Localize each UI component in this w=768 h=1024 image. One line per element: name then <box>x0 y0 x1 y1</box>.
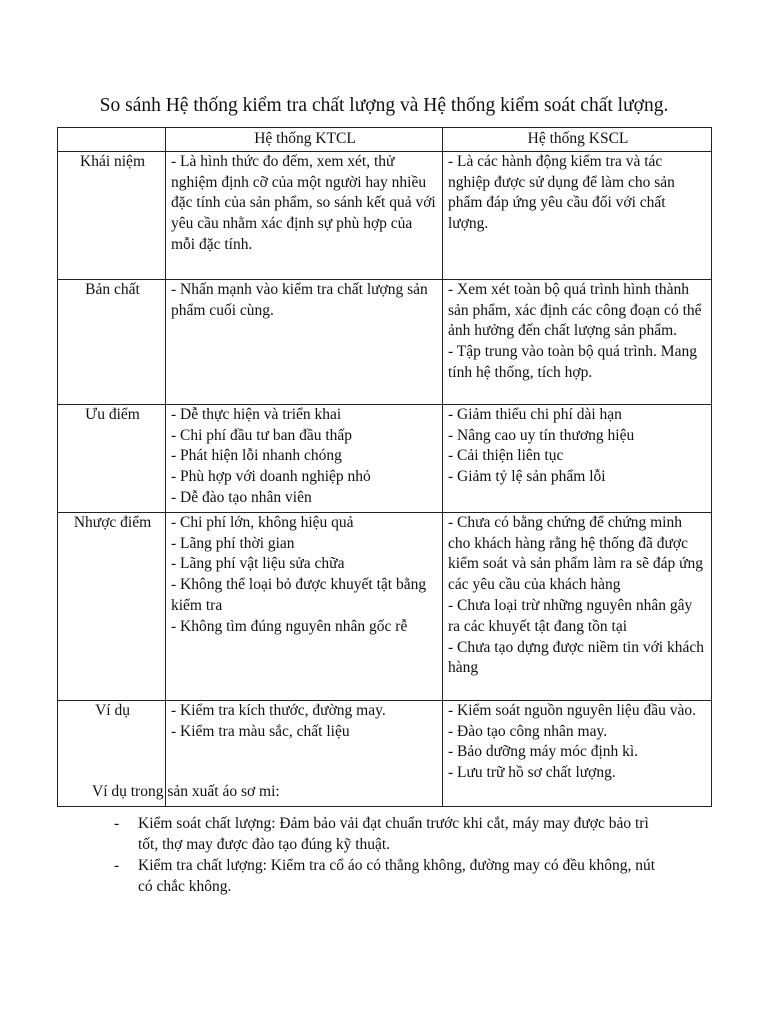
list-item-text: Kiểm tra chất lượng: Kiểm tra cổ áo có thẳng không, đường may có đều không, nút có chắc không. <box>138 857 656 895</box>
row-criterion: Khái niệm <box>58 151 166 279</box>
ktcl-cell <box>166 279 443 404</box>
cell-line: - Giảm thiểu chi phí dài hạn <box>448 405 622 423</box>
row-criterion: Ví dụ <box>58 700 166 806</box>
list-item-text: Kiểm soát chất lượng: Đảm bảo vải đạt chuẩn trước khi cắt, máy may được bảo trì tốt, thợ may được đào tạo đúng kỹ thuật. <box>138 815 649 853</box>
row-criterion: Nhược điểm <box>58 512 166 700</box>
cell-line: - Cải thiện liên tục <box>448 447 564 465</box>
cell-line: - Không tìm đúng nguyên nhân gốc rễ <box>171 617 408 635</box>
example-heading: Ví dụ trong sản xuất áo sơ mi: <box>92 783 280 800</box>
list-dash: - <box>114 815 120 832</box>
kscl-cell <box>443 151 712 279</box>
cell-line: - Tập trung vào toàn bộ quá trình. Mang tính hệ thống, tích hợp. <box>448 343 697 381</box>
cell-line: - Giảm tỷ lệ sản phẩm lỗi <box>448 468 606 486</box>
kscl-cell <box>443 512 712 700</box>
table-row <box>58 279 712 404</box>
table-row <box>58 512 712 700</box>
header-empty <box>58 128 166 152</box>
table-row <box>58 404 712 512</box>
row-criterion: Ưu điểm <box>58 404 166 512</box>
ktcl-cell <box>166 512 443 700</box>
cell-line: - Xem xét toàn bộ quá trình hình thành sản phẩm, xác định các công đoạn có thể ảnh hưởng đến chất lượng sản phẩm. <box>448 280 702 340</box>
cell-line: - Kiểm tra kích thước, đường may. <box>171 701 386 719</box>
cell-line: - Lãng phí vật liệu sửa chữa <box>171 555 345 573</box>
example-list <box>0 813 768 897</box>
header-ktcl: Hệ thống KTCL <box>166 128 443 152</box>
cell-line: - Nhấn mạnh vào kiểm tra chất lượng sản phẩm cuối cùng. <box>171 280 428 319</box>
cell-line: - Đào tạo công nhân may. <box>448 722 608 740</box>
document-title: So sánh Hệ thống kiểm tra chất lượng và Hệ thống kiểm soát chất lượng. <box>99 95 669 116</box>
cell-line: - Lãng phí thời gian <box>171 534 295 552</box>
cell-line: - Kiểm soát nguồn nguyên liệu đầu vào. <box>448 701 696 719</box>
table-row <box>58 151 712 279</box>
cell-line: - Nâng cao uy tín thương hiệu <box>448 426 635 444</box>
cell-line: - Lưu trữ hồ sơ chất lượng. <box>448 764 616 782</box>
cell-line: - Không thể loại bỏ được khuyết tật bằng kiểm tra <box>171 576 427 614</box>
cell-line: - Chưa loại trừ những nguyên nhân gây ra các khuyết tật đang tồn tại <box>448 596 693 635</box>
cell-line: - Chi phí đầu tư ban đầu thấp <box>171 426 353 444</box>
cell-line: - Phù hợp với doanh nghiệp nhỏ <box>171 468 371 486</box>
kscl-cell <box>443 700 712 806</box>
cell-line: - Kiểm tra màu sắc, chất liệu <box>171 722 350 740</box>
cell-line: - Chi phí lớn, không hiệu quả <box>171 513 354 531</box>
ktcl-cell <box>166 151 443 279</box>
cell-line: - Chưa tạo dựng được niềm tin với khách hàng <box>448 638 704 677</box>
header-kscl: Hệ thống KSCL <box>443 128 712 152</box>
kscl-cell <box>443 279 712 404</box>
cell-line: - Là hình thức đo đếm, xem xét, thử nghiệm định cỡ của một người hay nhiều đặc tính của sản phẩm, so sánh kết quả với yêu cầu nhằm xác định sự phù hợp của mỗi đặc tính. <box>171 152 436 253</box>
cell-line: - Chưa có bằng chứng để chứng minh cho khách hàng rằng hệ thống đã được kiểm soát và sản phẩm làm ra sẽ đáp ứng các yêu cầu của khách hàng <box>448 513 704 594</box>
list-dash: - <box>114 857 120 874</box>
cell-line: - Là các hành động kiểm tra và tác nghiệp được sử dụng để làm cho sản phẩm đáp ứng yêu cầu đối với chất lượng. <box>448 152 675 233</box>
list-item <box>0 855 768 897</box>
comparison-table <box>57 127 712 807</box>
cell-line: - Dễ thực hiện và triển khai <box>171 405 342 423</box>
ktcl-cell <box>166 404 443 512</box>
cell-line: - Bảo dưỡng máy móc định kì. <box>448 743 639 761</box>
table-header-row <box>58 128 712 152</box>
kscl-cell <box>443 404 712 512</box>
list-item <box>0 813 768 855</box>
cell-line: - Phát hiện lỗi nhanh chóng <box>171 447 342 465</box>
row-criterion: Bản chất <box>58 279 166 404</box>
cell-line: - Dễ đào tạo nhân viên <box>171 488 312 506</box>
